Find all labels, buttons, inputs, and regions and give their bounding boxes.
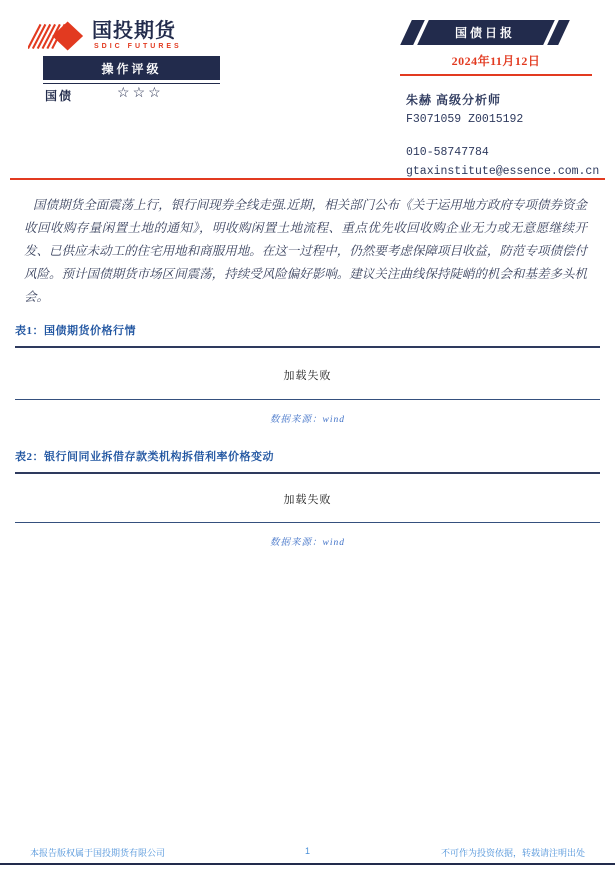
table2-bottom-rule xyxy=(15,522,600,523)
report-date: 2024年11月12日 xyxy=(400,52,592,76)
footer-copyright: 本报告版权属于国投期货有限公司 xyxy=(30,848,166,858)
sdic-logo-icon xyxy=(28,18,86,59)
footer-disclaimer: 不可作为投资依据，转载请注明出处 xyxy=(440,848,585,858)
rating-stars: ☆☆☆ xyxy=(117,86,164,101)
report-type-label: 国债日报 xyxy=(454,26,515,40)
footer-bottom-rule xyxy=(0,863,615,865)
table1-data-source: 数据来源：wind xyxy=(270,415,345,425)
table1-title: 表1：国债期货价格行情 xyxy=(15,322,600,348)
table1-load-failed-placeholder: 加载失败 xyxy=(283,370,332,382)
analyst-block xyxy=(406,90,599,181)
analyst-codes: F3071059 Z0015192 xyxy=(406,113,524,126)
analyst-email: gtaxinstitute@essence.com.cn xyxy=(406,165,600,178)
footer-page-number: 1 xyxy=(304,846,310,856)
analyst-spacer xyxy=(406,129,599,143)
page-footer xyxy=(0,846,615,860)
analyst-phone: 010-58747784 xyxy=(406,146,489,159)
brand-name: 国投期货 xyxy=(92,20,176,42)
table2-title: 表2：银行间同业拆借存款类机构拆借利率价格变动 xyxy=(15,448,600,474)
rating-box-underline xyxy=(43,83,220,84)
rating-instrument: 国债 xyxy=(45,89,74,103)
report-type-banner xyxy=(406,20,564,45)
company-logo xyxy=(28,18,182,59)
report-summary-paragraph: 国债期货全面震荡上行，银行间现券全线走强.近期，相关部门公布《关于运用地方政府专项债券资金收回收购存量闲置土地的通知》，明收购闲置土地流程、重点优先收回收购企业无力或无意愿继续开发、已供应未动工的住宅用地和商服用地。在这一过程中，仍然要考虑保障项目收益，防范专项债偿付风险。预计国债期货市场区间震荡，持续受风险偏好影响。建议关注曲线保持陡峭的机会和基差多头机会。 xyxy=(24,198,587,304)
table1-bottom-rule xyxy=(15,399,600,400)
analyst-name: 朱赫 高级分析师 xyxy=(406,93,502,107)
logo-text xyxy=(92,20,182,50)
table2-load-failed-placeholder: 加载失败 xyxy=(283,494,332,506)
header-divider-line xyxy=(10,178,605,180)
rating-row xyxy=(45,87,220,104)
brand-subtitle: SDIC FUTURES xyxy=(94,43,182,50)
table2-data-source: 数据来源：wind xyxy=(270,538,345,548)
rating-box-header: 操作评级 xyxy=(43,56,220,80)
